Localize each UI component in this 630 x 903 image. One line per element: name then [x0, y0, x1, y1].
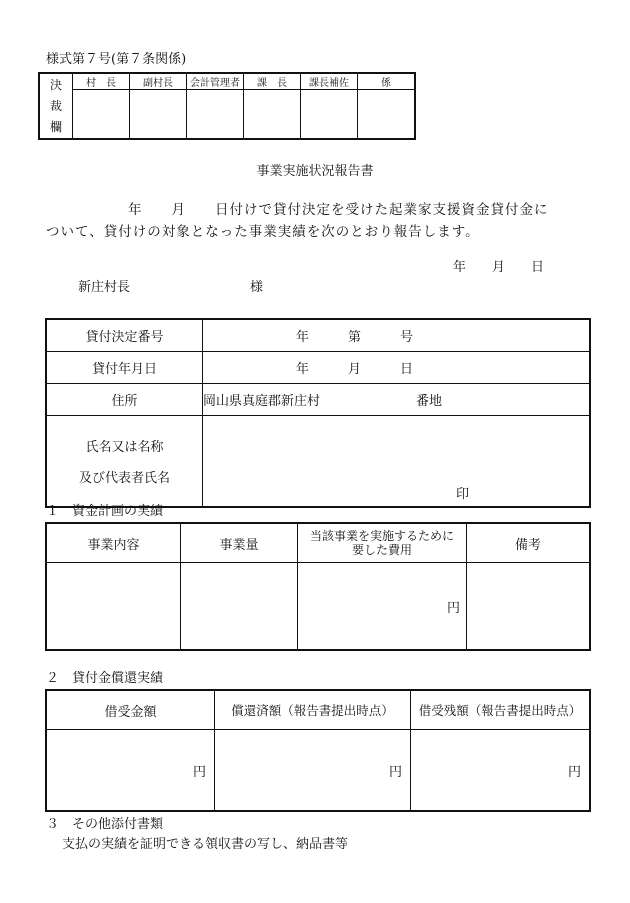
loan-date-label: 貸付年月日 — [46, 352, 203, 384]
applicant-info-table — [45, 318, 591, 508]
approval-stamp-table — [38, 72, 416, 140]
plan-cell-volume[interactable] — [181, 563, 298, 651]
section-2-heading: ２ 貸付金償還実績 — [46, 671, 164, 686]
repay-cell-borrowed[interactable] — [46, 730, 215, 812]
form-number: 様式第７号(第７条関係) — [46, 52, 187, 67]
seal-mark: 印 — [455, 487, 469, 502]
address-value: 岡山県真庭郡新庄村 — [203, 394, 321, 409]
plan-header-cost: 当該事業を実施するために要した費用 — [298, 523, 467, 563]
addressee-suffix: 様 — [250, 280, 264, 295]
intro-line-2: ついて、貸付けの対象となった事業実績を次のとおり報告します。 — [46, 224, 480, 240]
stamp-box[interactable] — [130, 90, 187, 140]
repay-cell-repaid[interactable] — [215, 730, 411, 812]
fund-plan-table — [45, 522, 591, 651]
repay-cell-remaining[interactable] — [411, 730, 591, 812]
plan-header-content: 事業内容 — [46, 523, 181, 563]
stamp-box[interactable] — [301, 90, 358, 140]
address-label: 住所 — [46, 384, 203, 416]
yen-unit: 円 — [192, 764, 206, 780]
stamp-box[interactable] — [187, 90, 244, 140]
plan-cell-cost[interactable] — [298, 563, 467, 651]
yen-unit: 円 — [567, 764, 581, 780]
name-label — [46, 416, 203, 508]
plan-cell-notes[interactable] — [467, 563, 591, 651]
stamp-role-director: 課 長 — [244, 73, 301, 90]
stamp-box[interactable] — [244, 90, 301, 140]
loan-date-field[interactable]: 年 月 日 — [203, 352, 591, 384]
address-field[interactable] — [203, 384, 591, 416]
repay-header-repaid: 償還済額（報告書提出時点） — [215, 690, 411, 730]
stamp-role-staff: 係 — [358, 73, 416, 90]
section-3-body: 支払の実績を証明できる領収書の写し、納品書等 — [62, 837, 349, 852]
stamp-role-assistant: 課長補佐 — [301, 73, 358, 90]
name-label-line-1: 氏名又は名称 — [85, 440, 164, 455]
section-3-heading: ３ その他添付書類 — [46, 817, 164, 832]
name-label-line-2: 及び代表者氏名 — [78, 471, 170, 486]
stamp-box[interactable] — [358, 90, 416, 140]
plan-header-notes: 備考 — [467, 523, 591, 563]
decision-number-field[interactable]: 年 第 号 — [203, 319, 591, 352]
stamp-role-accountant: 会計管理者 — [187, 73, 244, 90]
intro-line-1: 年 月 日付けで貸付決定を受けた起業家支援資金貸付金に — [128, 202, 549, 218]
yen-unit: 円 — [446, 600, 460, 616]
stamp-box[interactable] — [73, 90, 130, 140]
approval-label: 決 裁 欄 — [39, 73, 73, 139]
repay-header-borrowed: 借受金額 — [46, 690, 215, 730]
stamp-role-deputy: 副村長 — [130, 73, 187, 90]
decision-number-label: 貸付決定番号 — [46, 319, 203, 352]
document-title: 事業実施状況報告書 — [256, 164, 374, 179]
repayment-table — [45, 689, 591, 812]
plan-header-volume: 事業量 — [181, 523, 298, 563]
repay-header-remaining: 借受残額（報告書提出時点） — [411, 690, 591, 730]
name-field[interactable] — [203, 416, 591, 508]
section-1-heading: １ 資金計画の実績 — [46, 504, 164, 519]
report-date[interactable]: 年 月 日 — [453, 260, 545, 275]
addressee: 新庄村長 — [78, 280, 131, 295]
plan-cell-content[interactable] — [46, 563, 181, 651]
yen-unit: 円 — [388, 764, 402, 780]
stamp-role-mayor: 村 長 — [73, 73, 130, 90]
address-suffix: 番地 — [416, 394, 443, 409]
